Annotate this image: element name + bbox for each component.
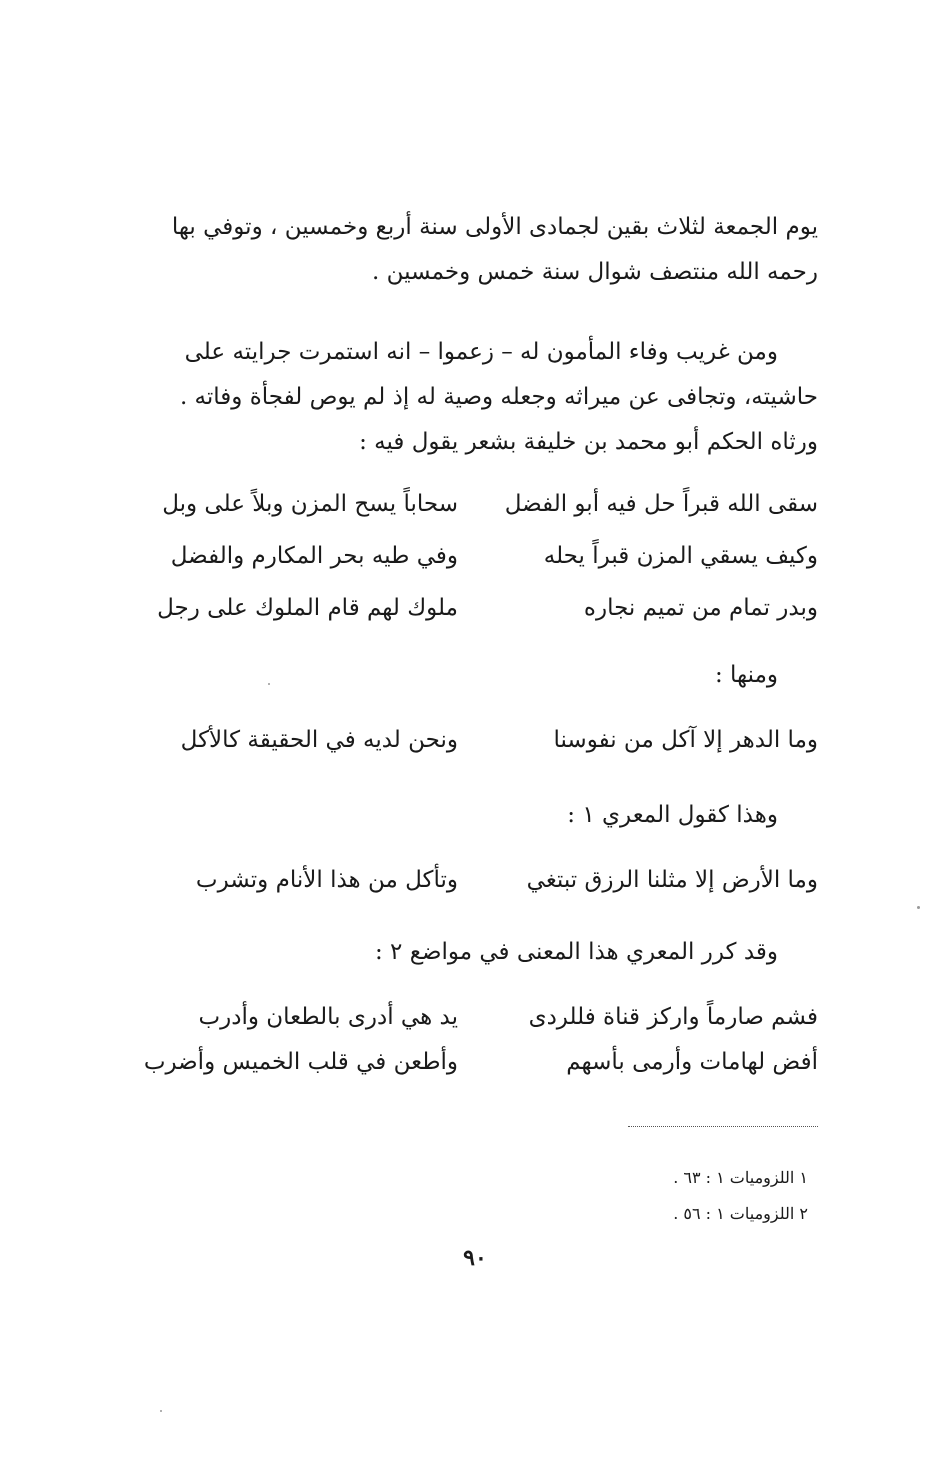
poem-2 <box>138 718 818 763</box>
verse-second-hemistich: وتأكل من هذا الأنام وتشرب <box>195 867 458 893</box>
verse-line <box>138 1040 818 1085</box>
verse-first-hemistich: أفض لهامات وأرمى بأسهم <box>566 1049 818 1075</box>
prose-line: حاشيته، وتجافى عن ميراثه وجعله وصية له إذ لم يوص لفجأة وفاته . <box>179 384 818 410</box>
verse-first-hemistich: فشم صارماً واركز قناة فللردى <box>528 1004 818 1030</box>
poem-3 <box>138 858 818 903</box>
footnotes <box>673 1160 808 1232</box>
footnote: ٢ اللزوميات ١ : ٥٦ . <box>673 1204 808 1223</box>
verse-line <box>138 530 818 582</box>
verse-first-hemistich: وما الأرض إلا مثلنا الرزق تبتغي <box>526 867 818 893</box>
prose-paragraph-1 <box>138 205 818 295</box>
poem-1 <box>138 478 818 634</box>
verse-line <box>138 582 818 634</box>
prose-paragraph-2 <box>138 330 818 465</box>
page-number: ٩٠ <box>463 1245 487 1271</box>
footnote-divider <box>628 1126 818 1127</box>
verse-second-hemistich: ونحن لديه في الحقيقة كالأكل <box>180 727 458 753</box>
verse-first-hemistich: وما الدهر إلا آكل من نفوسنا <box>553 727 818 753</box>
verse-line <box>138 478 818 530</box>
prose-line: ومن غريب وفاء المأمون له – زعموا – انه استمرت جرايته على <box>184 339 778 365</box>
poem-intro-1: ومنها : <box>714 662 778 688</box>
verse-line <box>138 718 818 763</box>
poem-intro-3: وقد كرر المعري هذا المعنى في مواضع ٢ : <box>374 939 778 965</box>
prose-line: ورثاه الحكم أبو محمد بن خليفة بشعر يقول فيه : <box>359 429 818 455</box>
verse-second-hemistich: ملوك لهم قام الملوك على رجل <box>157 595 458 621</box>
verse-second-hemistich: سحاباً يسح المزن وبلاً على وبل <box>162 491 458 517</box>
verse-second-hemistich: وأطعن في قلب الخميس وأضرب <box>143 1049 458 1075</box>
footnote: ١ اللزوميات ١ : ٦٣ . <box>673 1168 808 1187</box>
verse-first-hemistich: وبدر تمام من تميم نجاره <box>583 595 818 621</box>
prose-line: يوم الجمعة لثلاث بقين لجمادى الأولى سنة أربع وخمسين ، وتوفي بها <box>171 214 818 240</box>
scan-speck <box>268 683 270 685</box>
poem-4 <box>138 995 818 1085</box>
verse-line <box>138 858 818 903</box>
verse-first-hemistich: وكيف يسقي المزن قبراً يحله <box>543 543 818 569</box>
prose-line: رحمه الله منتصف شوال سنة خمس وخمسين . <box>372 259 818 285</box>
scan-speck <box>160 1410 162 1412</box>
scan-speck <box>917 906 920 909</box>
poem-intro-2: وهذا كقول المعري ١ : <box>567 802 778 828</box>
verse-second-hemistich: وفي طيه بحر المكارم والفضل <box>170 543 458 569</box>
verse-first-hemistich: سقى الله قبراً حل فيه أبو الفضل <box>504 491 818 517</box>
verse-second-hemistich: يد هي أدرى بالطعان وأدرب <box>198 1004 458 1030</box>
verse-line <box>138 995 818 1040</box>
